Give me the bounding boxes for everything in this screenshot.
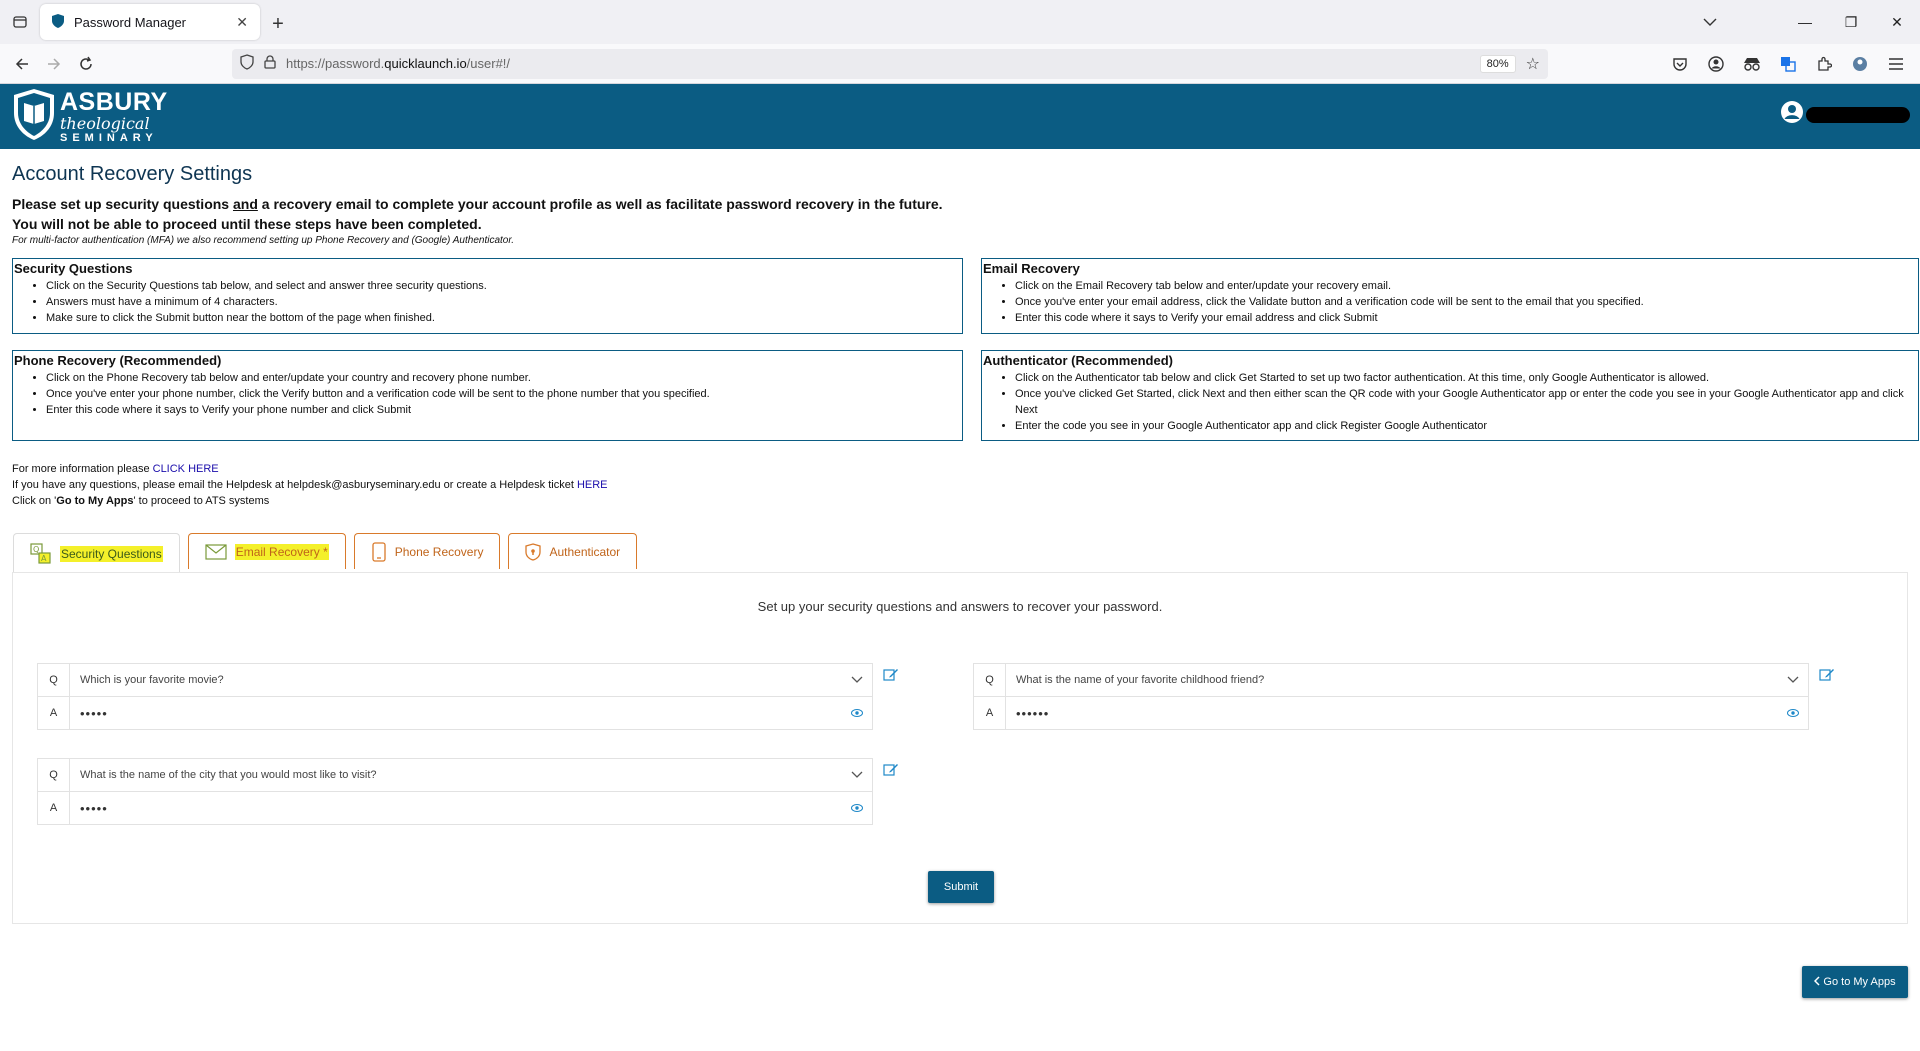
- account-icon[interactable]: [1698, 48, 1734, 80]
- shield-favicon-icon: [52, 14, 64, 31]
- browser-tabbar: [0, 0, 1920, 44]
- eye-icon[interactable]: [842, 709, 872, 717]
- extension-spy-icon[interactable]: [1734, 48, 1770, 80]
- minimize-icon[interactable]: —: [1798, 14, 1812, 30]
- phone-icon: [371, 542, 387, 562]
- svg-text:Q: Q: [33, 544, 40, 554]
- edit-icon[interactable]: [1819, 667, 1835, 686]
- site-header: [0, 84, 1920, 149]
- browser-navbar: [0, 44, 1920, 84]
- browser-tab[interactable]: [40, 4, 260, 40]
- tab-list-icon[interactable]: [0, 0, 40, 44]
- back-icon[interactable]: [6, 48, 38, 80]
- zoom-level[interactable]: 80%: [1480, 55, 1516, 73]
- svg-text:A: A: [41, 553, 47, 563]
- qa-block-2: [973, 663, 1809, 730]
- lock-icon[interactable]: [264, 55, 276, 72]
- authenticator-info: Authenticator (Recommended) • Click on the Authenticator tab below and click Get Started to set up two factor authentication. At this time, only Google Authenticator is allowed. • Once you've clicked Get Started, click Next and then either scan the QR code with your Google Authenticator app or enter the code you see in your Google Authenticator app and click Next • Enter the code you see in your Google Authenticator app and click Register Google Authenticator: [981, 350, 1919, 441]
- url-bar[interactable]: [232, 49, 1548, 79]
- pocket-icon[interactable]: [1662, 48, 1698, 80]
- security-questions-info: Security Questions • Click on the Security Questions tab below, and select and answer three security questions. • Answers must have a minimum of 4 characters. • Make sure to click the Submit button near the bottom of the page when finished.: [12, 258, 963, 334]
- chevron-down-icon[interactable]: [842, 676, 872, 684]
- question-select[interactable]: Q Which is your favorite movie?: [38, 664, 872, 696]
- panel-description: Set up your security questions and answers to recover your password.: [757, 599, 1163, 614]
- tab-phone-recovery[interactable]: Phone Recovery: [354, 533, 501, 569]
- menu-hamburger-icon[interactable]: [1878, 48, 1914, 80]
- tab-email-recovery[interactable]: Email Recovery *: [188, 533, 346, 569]
- url-text[interactable]: https://password.quicklaunch.io/user#!/: [286, 56, 511, 71]
- shield-logo-icon: [12, 87, 56, 146]
- click-here-link[interactable]: CLICK HERE: [152, 463, 219, 475]
- translate-extension-icon[interactable]: [1770, 48, 1806, 80]
- helpdesk-ticket-link[interactable]: HERE: [576, 479, 608, 491]
- window-close-icon[interactable]: ✕: [1891, 13, 1903, 30]
- eye-icon[interactable]: [842, 804, 872, 812]
- profile-extension-icon[interactable]: [1842, 48, 1878, 80]
- user-menu[interactable]: [1780, 100, 1910, 129]
- question-select[interactable]: Q What is the name of the city that you would most like to visit?: [38, 759, 872, 791]
- bookmark-star-icon[interactable]: ☆: [1525, 55, 1540, 73]
- go-to-my-apps-button[interactable]: Go to My Apps: [1802, 966, 1908, 998]
- qa-block-1: [37, 663, 873, 730]
- edit-icon[interactable]: [883, 667, 899, 686]
- recovery-tabs: [12, 533, 1908, 573]
- tab-authenticator[interactable]: Authenticator: [508, 533, 637, 569]
- phone-recovery-info: Phone Recovery (Recommended) • Click on the Phone Recovery tab below and enter/update your country and recovery phone number. • Once you've enter your phone number, click the Verify button and a verification code will be sent to the phone number that you specified. • Enter this code where it says to Verify your phone number and click Submit: [12, 350, 963, 441]
- eye-icon[interactable]: [1778, 709, 1808, 717]
- extensions-puzzle-icon[interactable]: [1806, 48, 1842, 80]
- answer-input[interactable]: A •••••: [38, 696, 872, 729]
- chevron-down-icon[interactable]: [842, 771, 872, 779]
- user-name-redacted: [1806, 107, 1910, 123]
- more-info: For more information please CLICK HERE If you have any questions, please email the Helpdesk at helpdesk@asburyseminary.edu or create a Helpdesk ticket HERE Click on 'Go to My Apps' to proceed to ATS systems: [12, 463, 608, 507]
- user-avatar-icon: [1780, 100, 1804, 129]
- chevron-left-icon: [1814, 976, 1820, 989]
- forward-icon[interactable]: [38, 48, 70, 80]
- tracking-shield-icon[interactable]: [240, 54, 254, 73]
- new-tab-button[interactable]: +: [272, 12, 284, 35]
- shield-key-icon: [525, 543, 541, 561]
- page-title: Account Recovery Settings: [12, 163, 253, 185]
- asbury-logo[interactable]: [12, 87, 168, 146]
- answer-input[interactable]: A •••••: [38, 791, 872, 824]
- reload-icon[interactable]: [70, 48, 102, 80]
- restore-icon[interactable]: ❐: [1844, 13, 1858, 30]
- logo-name: ASBURY: [60, 87, 168, 116]
- page-content: [0, 149, 1920, 1051]
- browser-tab-title: Password Manager: [74, 14, 186, 30]
- mfa-recommendation: For multi-factor authentication (MFA) we also recommend setting up Phone Recovery and (Google) Authenticator.: [12, 235, 515, 246]
- qa-block-3: [37, 758, 873, 825]
- tab-security-questions[interactable]: Q A Security Questions: [13, 533, 180, 573]
- answer-input[interactable]: A ••••••: [974, 696, 1808, 729]
- list-all-tabs-icon[interactable]: [1690, 0, 1730, 44]
- security-questions-panel: [12, 572, 1908, 924]
- intro-instructions: Please set up security questions and a recovery email to complete your account profile as well as facilitate password recovery in the future. You will not be able to proceed until these steps have been completed.: [12, 196, 943, 232]
- edit-icon[interactable]: [883, 762, 899, 781]
- logo-seminary: SEMINARY: [60, 131, 158, 144]
- chevron-down-icon[interactable]: [1778, 676, 1808, 684]
- email-recovery-info: Email Recovery • Click on the Email Recovery tab below and enter/update your recovery email. • Once you've enter your email address, click the Validate button and a verification code will be sent to the email that you specified. • Enter this code where it says to Verify your email address and click Submit: [981, 258, 1919, 334]
- envelope-icon: [205, 544, 227, 560]
- close-tab-icon[interactable]: ✕: [236, 13, 248, 30]
- logo-subtitle: theological: [60, 113, 150, 133]
- question-answer-icon: [30, 543, 52, 565]
- question-select[interactable]: Q What is the name of your favorite childhood friend?: [974, 664, 1808, 696]
- submit-button[interactable]: Submit: [928, 871, 994, 903]
